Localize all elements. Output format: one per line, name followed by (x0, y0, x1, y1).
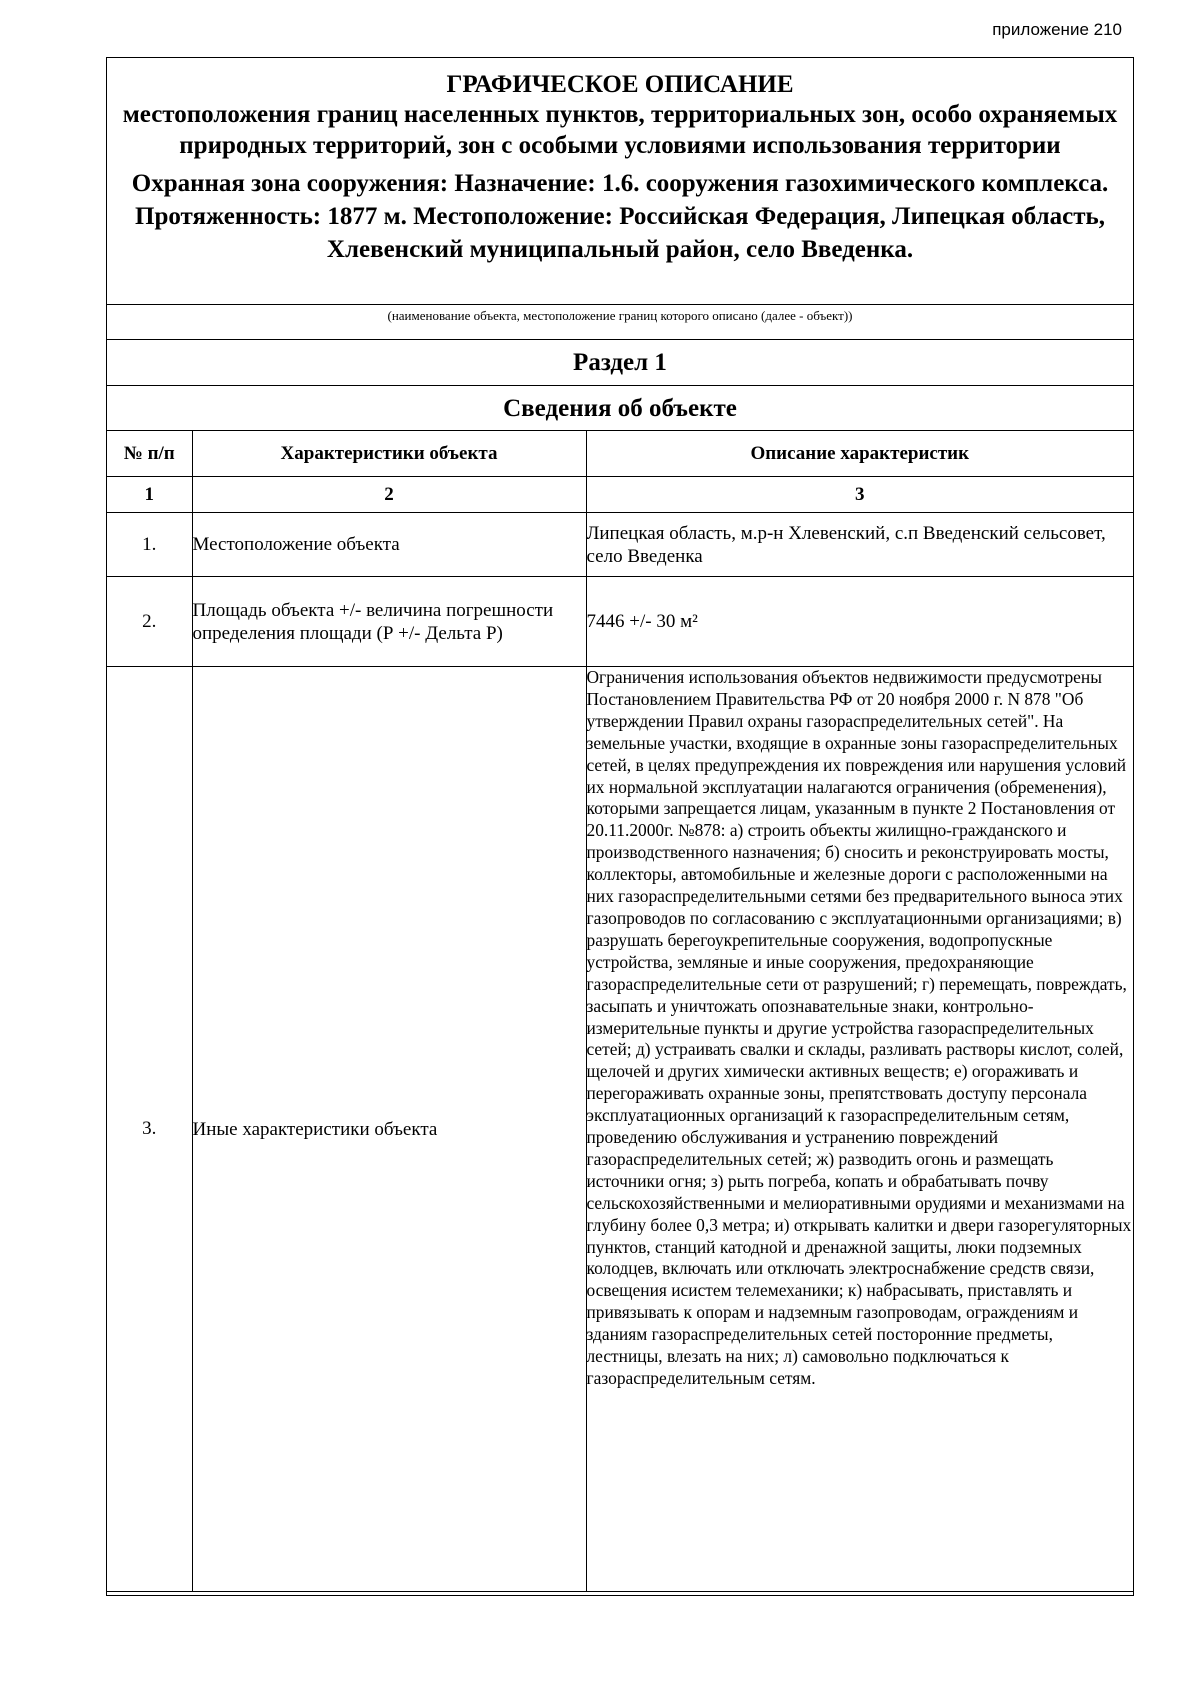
appendix-label: приложение 210 (992, 20, 1122, 39)
document-subtitle: местоположения границ населенных пунктов, территориальных зон, особо охраняемых природных территорий, зон с особыми условиями использования территории (122, 101, 1118, 159)
row-label: Иные характеристики объекта (192, 667, 586, 1592)
column-header-description: Описание характеристик (586, 431, 1133, 477)
column-header-characteristic: Характеристики объекта (192, 431, 586, 477)
section-title: Раздел 1 (107, 340, 1133, 386)
table-header-row (107, 431, 1133, 477)
row-number: 3. (107, 667, 192, 1592)
column-number-row (107, 477, 1133, 513)
row-label: Площадь объекта +/- величина погрешности определения площади (Р +/- Дельта Р) (192, 577, 586, 667)
row-label: Местоположение объекта (192, 513, 586, 577)
column-number: 2 (192, 477, 586, 513)
table-row (107, 667, 1133, 1592)
row-number: 2. (107, 577, 192, 667)
document-title: ГРАФИЧЕСКОЕ ОПИСАНИЕ (446, 71, 794, 98)
column-number: 1 (107, 477, 192, 513)
row-value: Липецкая область, м.р-н Хлевенский, с.п Введенский сельсовет, село Введенка (586, 513, 1133, 577)
object-info-table (107, 431, 1133, 1592)
object-caption: (наименование объекта, местоположение границ которого описано (далее - объект)) (107, 305, 1133, 340)
column-header-number: № п/п (107, 431, 192, 477)
row-number: 1. (107, 513, 192, 577)
header-block (107, 58, 1133, 305)
object-name: Охранная зона сооружения: Назначение: 1.6. сооружения газохимического комплекса. Протяженность: 1877 м. Местоположение: Российская Федерация, Липецкая область, Хлевенский муниципальный район, село Введенка. (131, 170, 1109, 263)
section-subtitle: Сведения об объекте (107, 386, 1133, 431)
row-value: 7446 +/- 30 м² (586, 577, 1133, 667)
column-number: 3 (586, 477, 1133, 513)
table-row (107, 513, 1133, 577)
document-frame (106, 57, 1134, 1596)
row-value: Ограничения использования объектов недвижимости предусмотрены Постановлением Правительства РФ от 20 ноября 2000 г. N 878 "Об утверждении Правил охраны газораспределительных сетей". На земельные участки, входящие в охранные зоны газораспределительных сетей, в целях предупреждения их повреждения или нарушения условий их нормальной эксплуатации налагаются ограничения (обременения), которыми запрещается лицам, указанным в пункте 2 Постановления от 20.11.2000г. №878: а) строить объекты жилищно-гражданского и производственного назначения; б) сносить и реконструировать мосты, коллекторы, автомобильные и железные дороги с расположенными на них газораспределительными сетями без предварительного выноса этих газопроводов по согласованию с эксплуатационными организациями; в) разрушать берегоукрепительные сооружения, водопропускные устройства, земляные и иные сооружения, предохраняющие газораспределительные сети от разрушений; г) перемещать, повреждать, засыпать и уничтожать опознавательные знаки, контрольно-измерительные пункты и другие устройства газораспределительных сетей; д) устраивать свалки и склады, разливать растворы кислот, солей, щелочей и других химически активных веществ; е) огораживать и перегораживать охранные зоны, препятствовать доступу персонала эксплуатационных организаций к газораспределительным сетям, проведению обслуживания и устранению повреждений газораспределительных сетей; ж) разводить огонь и размещать источники огня; з) рыть погреба, копать и обрабатывать почву сельскохозяйственными и мелиоративными орудиями и механизмами на глубину более 0,3 метра; и) открывать калитки и двери газорегуляторных пунктов, станций катодной и дренажной защиты, люки подземных колодцев, включать или отключать электроснабжение средств связи, освещения исистем телемеханики; к) набрасывать, приставлять и привязывать к опорам и надземным газопроводам, ограждениям и зданиям газораспределительных сетей посторонние предметы, лестницы, влезать на них; л) самовольно подключаться к газораспределительным сетям. (586, 667, 1133, 1592)
table-row (107, 577, 1133, 667)
